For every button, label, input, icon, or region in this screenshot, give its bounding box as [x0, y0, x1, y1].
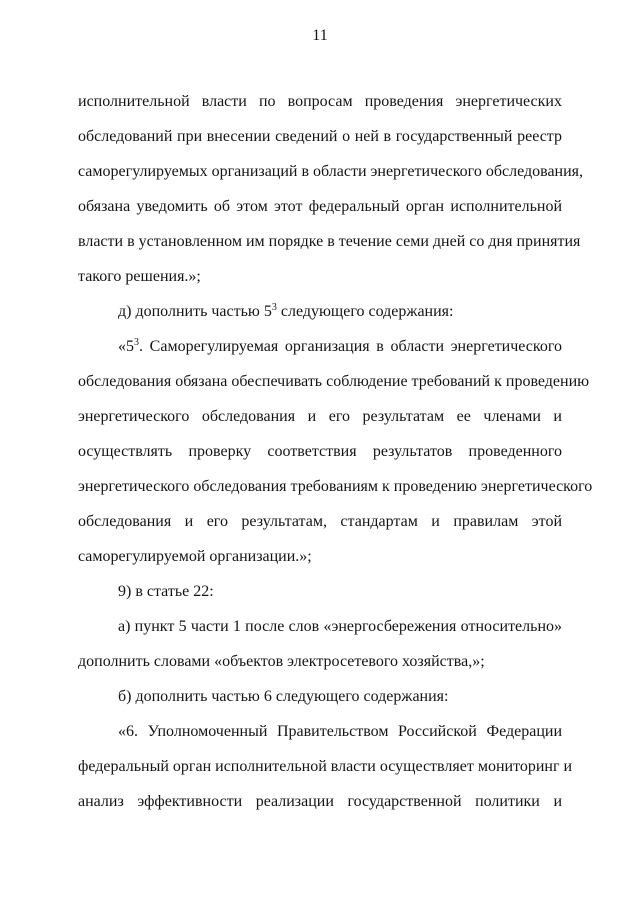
- document-body: [78, 84, 593, 819]
- body-line: исполнительной власти по вопросам проведения энергетических: [78, 93, 562, 110]
- part-5-3-first-line: [78, 329, 562, 364]
- item-b-line: б) дополнить частью 6 следующего содержания:: [118, 688, 449, 705]
- body-line: осуществлять проверку соответствия результатов проведенного: [78, 443, 562, 460]
- part-5-3-prefix: «5: [118, 338, 134, 355]
- body-line-last: такого решения.»;: [78, 268, 201, 285]
- item-d-suffix: следующего содержания:: [276, 303, 454, 320]
- body-line: обследования обязана обеспечивать соблюдение требований к проведению: [78, 373, 590, 390]
- part-6-first-line: «6. Уполномоченный Правительством Российской Федерации: [118, 723, 562, 740]
- item-d-prefix: д) дополнить частью 5: [118, 303, 272, 320]
- part-5-3-suffix: . Саморегулируемая организация в области энергетического: [139, 338, 562, 355]
- body-line: обследования и его результатам, стандартам и правилам этой: [78, 513, 562, 530]
- body-line: энергетического обследования требованиям к проведению энергетического: [78, 478, 593, 495]
- body-line-last: саморегулируемой организации.»;: [78, 548, 312, 565]
- item-9-line: 9) в статье 22:: [118, 583, 214, 600]
- body-line: саморегулируемых организаций в области энергетического обследования,: [78, 163, 584, 180]
- body-line: федеральный орган исполнительной власти осуществляет мониторинг и: [78, 758, 573, 775]
- body-line: власти в установленном им порядке в течение семи дней со дня принятия: [78, 233, 581, 250]
- body-line: анализ эффективности реализации государственной политики и: [78, 793, 562, 810]
- page-number: 11: [312, 27, 328, 44]
- body-line: энергетического обследования и его результатам ее членами и: [78, 408, 562, 425]
- item-a-first-line: а) пункт 5 части 1 после слов «энергосбережения относительно»: [118, 618, 562, 635]
- item-d-line: [78, 294, 562, 329]
- body-line: обследований при внесении сведений о ней в государственный реестр: [78, 128, 562, 145]
- item-d-superscript: 3: [271, 302, 277, 313]
- item-a-last-line: дополнить словами «объектов электросетевого хозяйства,»;: [78, 653, 485, 670]
- body-line: обязана уведомить об этом этот федеральный орган исполнительной: [78, 198, 562, 215]
- part-5-3-superscript: 3: [134, 337, 139, 348]
